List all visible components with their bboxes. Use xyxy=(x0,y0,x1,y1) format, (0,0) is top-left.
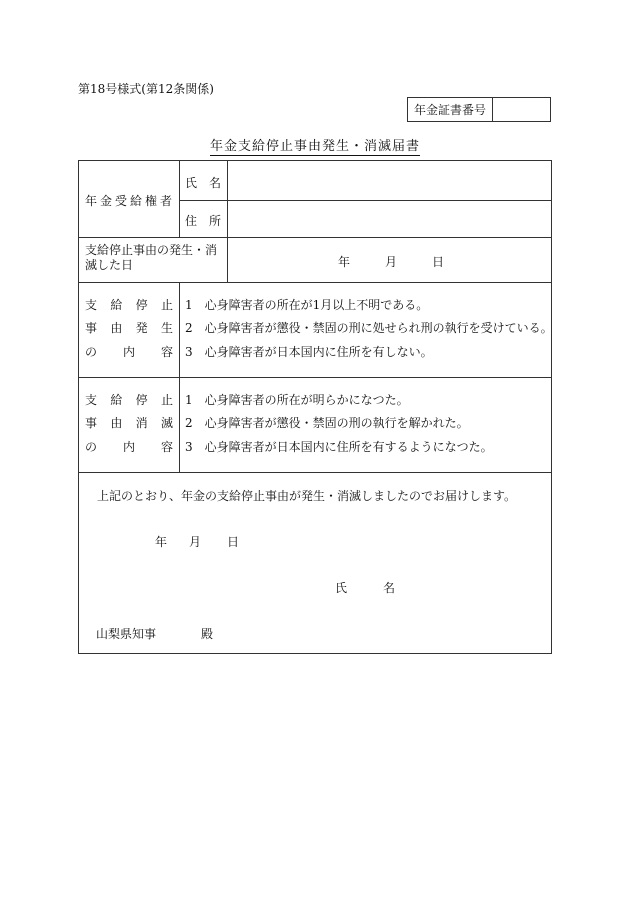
divider xyxy=(179,161,180,237)
declaration-day: 日 xyxy=(227,535,240,549)
extinction-label-line-1: 支 給 停 止 xyxy=(85,393,173,407)
occurrence-label-line-1: 支 給 停 止 xyxy=(85,298,173,312)
divider xyxy=(79,237,552,238)
divider xyxy=(79,282,552,283)
occurrence-label-line-3: の 内 容 xyxy=(85,345,173,359)
certificate-number-box xyxy=(407,97,551,122)
recipient-address-field[interactable] xyxy=(235,212,545,230)
declaration-statement: 上記のとおり、年金の支給停止事由が発生・消滅しましたのでお届けします。 xyxy=(97,489,517,503)
date-row-label: 支給停止事由の発生・消滅した日 xyxy=(85,243,218,272)
declaration-month: 月 xyxy=(189,535,202,549)
date-month: 月 xyxy=(385,255,398,269)
recipient-label: 年金受給権者 xyxy=(85,194,176,208)
extinction-item: 1 心身障害者の所在が明らかになつた。 xyxy=(185,393,409,407)
divider xyxy=(79,472,552,473)
divider xyxy=(227,161,228,282)
declaration-year: 年 xyxy=(155,535,168,549)
form-table xyxy=(78,160,552,654)
document-title-text: 年金支給停止事由発生・消滅届書 xyxy=(209,139,420,154)
occurrence-item: 1 心身障害者の所在が1月以上不明である。 xyxy=(185,298,429,312)
form-number-label: 第18号様式(第12条関係) xyxy=(78,82,214,96)
address-label: 住 所 xyxy=(185,214,222,228)
document-title xyxy=(0,135,630,154)
date-day: 日 xyxy=(432,255,445,269)
divider xyxy=(79,377,552,378)
recipient-name-field[interactable] xyxy=(235,174,545,192)
addressee: 山梨県知事 xyxy=(96,627,157,641)
honorific: 殿 xyxy=(201,627,214,641)
declarant-name-label: 氏 名 xyxy=(335,581,396,595)
extinction-label-line-2: 事 由 消 滅 xyxy=(85,416,173,430)
extinction-item: 3 心身障害者が日本国内に住所を有するようになつた。 xyxy=(185,440,493,454)
occurrence-item: 3 心身障害者が日本国内に住所を有しない。 xyxy=(185,345,433,359)
certificate-number-label: 年金証書番号 xyxy=(408,98,493,121)
certificate-number-field[interactable] xyxy=(493,98,550,121)
divider xyxy=(179,200,552,201)
name-label: 氏 名 xyxy=(185,176,222,190)
date-year: 年 xyxy=(338,255,351,269)
occurrence-label-line-2: 事 由 発 生 xyxy=(85,321,173,335)
extinction-label-line-3: の 内 容 xyxy=(85,440,173,454)
extinction-item: 2 心身障害者が懲役・禁固の刑の執行を解かれた。 xyxy=(185,416,469,430)
divider xyxy=(179,282,180,472)
occurrence-item: 2 心身障害者が懲役・禁固の刑に処せられ刑の執行を受けている。 xyxy=(185,321,553,335)
